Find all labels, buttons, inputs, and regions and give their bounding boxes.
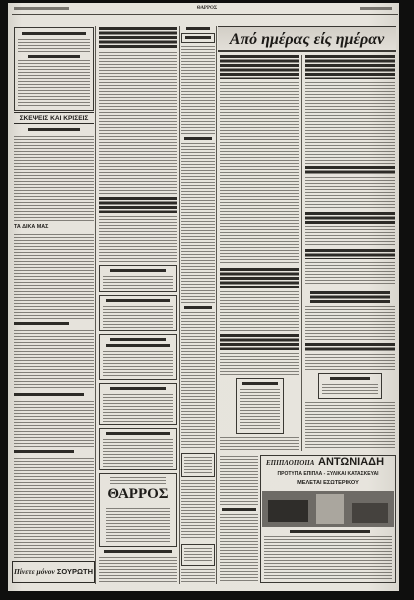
ad-text bbox=[18, 39, 90, 53]
furniture-photo-cabinet bbox=[316, 494, 344, 524]
ad-headline bbox=[106, 432, 170, 435]
article-headline bbox=[184, 306, 212, 309]
article-headline bbox=[305, 166, 395, 174]
article-body bbox=[99, 52, 177, 194]
article-body bbox=[14, 330, 94, 390]
article-body bbox=[14, 136, 94, 222]
ad-text bbox=[110, 477, 166, 485]
ad-headline bbox=[110, 338, 166, 341]
article-body bbox=[181, 46, 215, 134]
article-body bbox=[220, 514, 258, 583]
daily-column-banner: Από ημέρας είς ημέραν bbox=[218, 26, 396, 52]
ad-headline bbox=[104, 550, 172, 554]
article-body bbox=[305, 354, 395, 370]
ad-text bbox=[184, 457, 212, 474]
article-body bbox=[181, 480, 215, 540]
article-headline bbox=[14, 393, 84, 397]
article-headline bbox=[305, 55, 395, 79]
column-rule bbox=[216, 26, 217, 584]
article-headline bbox=[14, 322, 69, 326]
article-body bbox=[305, 306, 395, 340]
article-headline bbox=[220, 334, 299, 350]
article-body bbox=[305, 82, 395, 164]
ad-text bbox=[99, 557, 177, 583]
furniture-ad-name: ΑΝΤΩΝΙΑΔΗ bbox=[318, 456, 385, 468]
furniture-ad-subtitle: ΜΕΛΕΤΑΙ ΕΣΩΤΕΡΙΚΟΥ bbox=[297, 480, 359, 486]
ad-text bbox=[184, 548, 212, 563]
ad-text bbox=[240, 389, 280, 431]
article-body bbox=[220, 353, 299, 375]
article-body bbox=[220, 82, 299, 265]
article-body bbox=[220, 437, 299, 452]
ad-text bbox=[264, 536, 392, 580]
ad-headline bbox=[22, 32, 86, 36]
article-headline bbox=[222, 508, 256, 511]
article-headline bbox=[305, 343, 395, 351]
header-date-line bbox=[14, 7, 69, 10]
ad-headline bbox=[28, 55, 80, 58]
article-body bbox=[305, 177, 395, 209]
ad-headline bbox=[106, 299, 170, 302]
article-headline bbox=[305, 212, 395, 224]
ad-text bbox=[103, 276, 173, 289]
article-body bbox=[305, 402, 395, 450]
ad-text bbox=[103, 351, 173, 377]
article-body bbox=[14, 401, 94, 447]
header-page-line bbox=[360, 7, 392, 10]
article-body bbox=[305, 262, 395, 286]
article-body bbox=[220, 291, 299, 331]
article-body bbox=[220, 456, 258, 506]
column-rule bbox=[95, 26, 96, 584]
column-headline bbox=[186, 27, 210, 31]
header-rule bbox=[12, 14, 398, 15]
ad-headline bbox=[106, 344, 170, 347]
column-rule bbox=[179, 26, 180, 584]
article-body bbox=[14, 234, 94, 319]
ad-text bbox=[106, 508, 170, 542]
column-banner-thoughts: ΣΚΕΨΕΙΣ ΚΑΙ ΚΡΙΣΕΙΣ bbox=[14, 112, 94, 124]
ad-text bbox=[103, 394, 173, 422]
furniture-ad-tagline: ΠΡΟΤΥΠΑ ΕΠΙΠΛΑ - ΞΥΛΙΚΑΙ ΚΑΤΑΣΚΕΥΑΙ bbox=[277, 471, 379, 477]
article-body bbox=[181, 312, 215, 450]
article-headline bbox=[220, 268, 299, 288]
ad-text bbox=[18, 60, 90, 107]
article-headline bbox=[99, 197, 177, 213]
article-headline bbox=[28, 128, 80, 132]
article-body bbox=[181, 569, 215, 583]
article-body bbox=[181, 143, 215, 303]
article-headline bbox=[184, 137, 212, 140]
ad-text bbox=[103, 439, 173, 467]
ad-headline bbox=[110, 387, 166, 390]
ad-headline bbox=[330, 377, 370, 380]
article-headline bbox=[14, 450, 74, 454]
ad-headline bbox=[290, 530, 370, 533]
article-headline bbox=[310, 291, 390, 303]
ad-headline bbox=[185, 36, 211, 39]
furniture-photo-table bbox=[352, 503, 388, 523]
article-body bbox=[305, 226, 395, 246]
article-headline bbox=[305, 249, 395, 259]
print-shop-ad-name: ΘΑΡΡΟΣ bbox=[107, 486, 169, 502]
article-headline bbox=[220, 55, 299, 79]
souroti-ad-lead: Πίνετε μόνον bbox=[13, 567, 55, 577]
article-body bbox=[99, 216, 177, 262]
souroti-ad bbox=[12, 561, 95, 583]
ad-headline bbox=[110, 269, 166, 272]
masthead-title: ΘΑΡΡΟΣ bbox=[196, 6, 218, 11]
furniture-ad-kind: ΕΠΙΠΛΟΠΟΙΙΑ bbox=[266, 459, 315, 467]
column-rule bbox=[301, 55, 302, 451]
ad-headline bbox=[242, 382, 278, 385]
ad-text bbox=[322, 384, 378, 396]
ad-text bbox=[103, 306, 173, 328]
souroti-ad-brand: ΣΟΥΡΩΤΗ bbox=[56, 567, 94, 577]
furniture-photo-sofa bbox=[268, 500, 308, 522]
article-headline bbox=[99, 27, 177, 49]
article-body bbox=[14, 458, 94, 558]
column-section-title: ΤΑ ΔΙΚΑ ΜΑΣ bbox=[14, 224, 49, 230]
